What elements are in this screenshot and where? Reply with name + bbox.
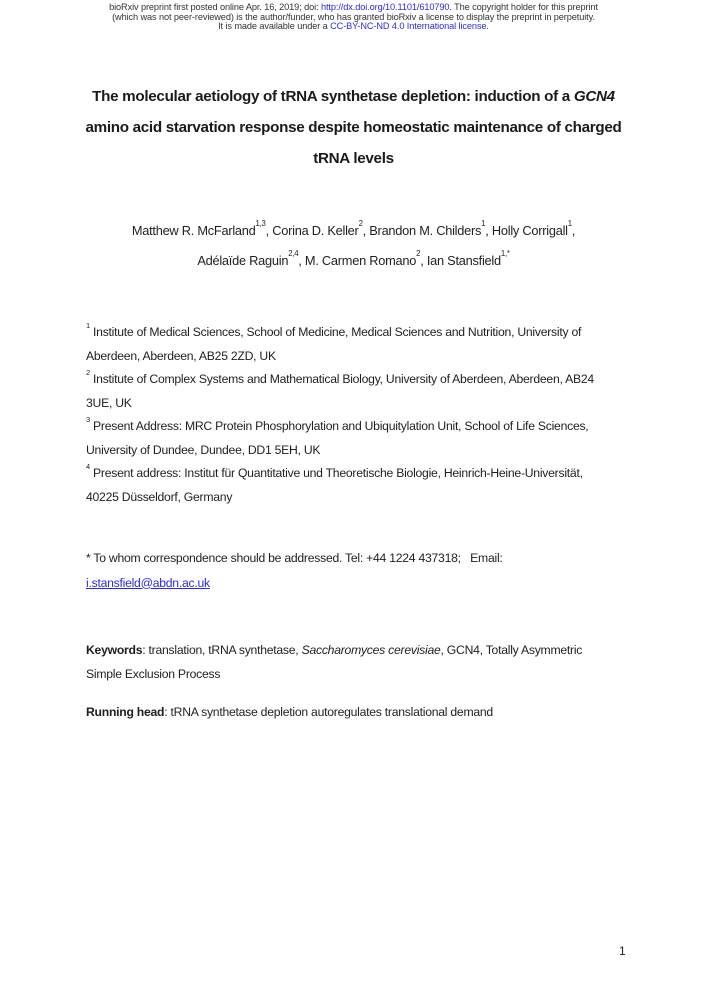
- text-run: : translation, tRNA synthetase,: [142, 643, 302, 658]
- text-run: 40225 Düsseldorf, Germany: [86, 489, 233, 504]
- running-head: [0, 701, 707, 725]
- affiliation-line: [86, 345, 687, 369]
- text-run: , Corina D. Keller: [265, 223, 359, 239]
- title-line: [0, 112, 707, 143]
- text-run: : tRNA synthetase depletion autoregulates translational demand: [164, 705, 493, 720]
- superscript: 2,4: [288, 249, 299, 259]
- keywords-line: [86, 663, 687, 687]
- affiliations: [0, 321, 707, 509]
- affiliation-line: [86, 368, 687, 392]
- text-run: bioRxiv preprint first posted online Apr. 16, 2019; doi:: [109, 2, 321, 12]
- affiliation-line: [86, 462, 687, 486]
- correspondence-line: [86, 571, 687, 596]
- paper-title: [0, 81, 707, 174]
- text-run: Institute of Medical Sciences, School of Medicine, Medical Sciences and Nutrition, University of: [89, 325, 582, 340]
- authors-line: [0, 216, 707, 246]
- text-run: Present Address: MRC Protein Phosphorylation and Ubiquitylation Unit, School of Life Sciences,: [89, 419, 589, 434]
- text-run: tRNA levels: [313, 150, 394, 168]
- text-run: amino acid starvation response despite homeostatic maintenance of charged: [85, 119, 622, 137]
- text-run: , GCN4, Totally Asymmetric: [440, 643, 583, 658]
- superscript: 2: [358, 219, 363, 229]
- keywords-line: [86, 639, 687, 663]
- text-run: Aberdeen, Aberdeen, AB25 2ZD, UK: [86, 348, 276, 363]
- affiliation-item: [86, 368, 687, 415]
- text-run: , M. Carmen Romano: [298, 253, 417, 269]
- page-number: 1: [619, 944, 626, 958]
- affiliation-line: [86, 321, 687, 345]
- superscript: 1,*: [500, 249, 510, 259]
- running-head-line: [86, 701, 687, 725]
- text-run: The molecular aetiology of tRNA synthetase depletion: induction of a: [92, 88, 574, 106]
- affiliation-item: [86, 462, 687, 509]
- superscript: 2: [416, 249, 421, 259]
- title-line: [0, 81, 707, 112]
- text-run: 3UE, UK: [86, 395, 132, 410]
- text-run: ,: [571, 223, 576, 239]
- authors-line: [0, 246, 707, 276]
- superscript: 1,3: [255, 219, 266, 229]
- text-run: * To whom correspondence should be addressed. Tel: +44 1224 437318; Email:: [86, 551, 503, 566]
- text-run: It is made available under a: [218, 21, 331, 32]
- affiliation-line: [86, 415, 687, 439]
- superscript: 1: [481, 219, 486, 229]
- text-run: (which was not peer-reviewed) is the author/funder, who has granted bioRxiv a license to display the preprint in perpetuity.: [112, 11, 595, 22]
- email-link[interactable]: i.stansfield@abdn.ac.uk: [86, 575, 210, 590]
- text-run: , Ian Stansfield: [420, 253, 501, 269]
- superscript: 2: [86, 367, 90, 377]
- text-run: Saccharomyces cerevisiae: [301, 643, 441, 658]
- affiliation-item: [86, 415, 687, 462]
- title-line: [0, 143, 707, 174]
- author-list: [0, 216, 707, 276]
- text-run: Keywords: [86, 643, 143, 658]
- text-run: .: [486, 21, 489, 32]
- text-run: Adélaïde Raguin: [197, 253, 289, 269]
- affiliation-line: [86, 439, 687, 463]
- text-run: , Brandon M. Childers: [362, 223, 482, 239]
- header-line: [0, 22, 707, 32]
- affiliation-line: [86, 486, 687, 510]
- text-run: Matthew R. McFarland: [131, 223, 256, 239]
- text-run: Running head: [86, 705, 165, 720]
- correspondence-line: [86, 546, 687, 571]
- text-run: GCN4: [573, 88, 615, 106]
- text-run: Institute of Complex Systems and Mathematical Biology, University of Aberdeen, Aberdeen, AB24: [89, 372, 594, 387]
- text-run: University of Dundee, Dundee, DD1 5EH, UK: [86, 442, 321, 457]
- keywords: [0, 639, 707, 686]
- affiliation-item: [86, 321, 687, 368]
- superscript: 1: [86, 320, 90, 330]
- biorxiv-header-notice: [0, 0, 707, 32]
- doi-link[interactable]: http://dx.doi.org/10.1101/610790: [320, 2, 450, 12]
- superscript: 1: [567, 219, 572, 229]
- text-run: . The copyright holder for this preprint: [449, 2, 598, 12]
- superscript: 4: [86, 461, 90, 471]
- text-run: , Holly Corrigall: [485, 223, 568, 239]
- correspondence-note: [0, 546, 707, 595]
- text-run: Simple Exclusion Process: [86, 666, 221, 681]
- superscript: 3: [86, 414, 90, 424]
- affiliation-line: [86, 392, 687, 416]
- license-link[interactable]: CC-BY-NC-ND 4.0 International license: [330, 21, 487, 32]
- text-run: Present address: Institut für Quantitative und Theoretische Biologie, Heinrich-Heine-Universität,: [89, 466, 583, 481]
